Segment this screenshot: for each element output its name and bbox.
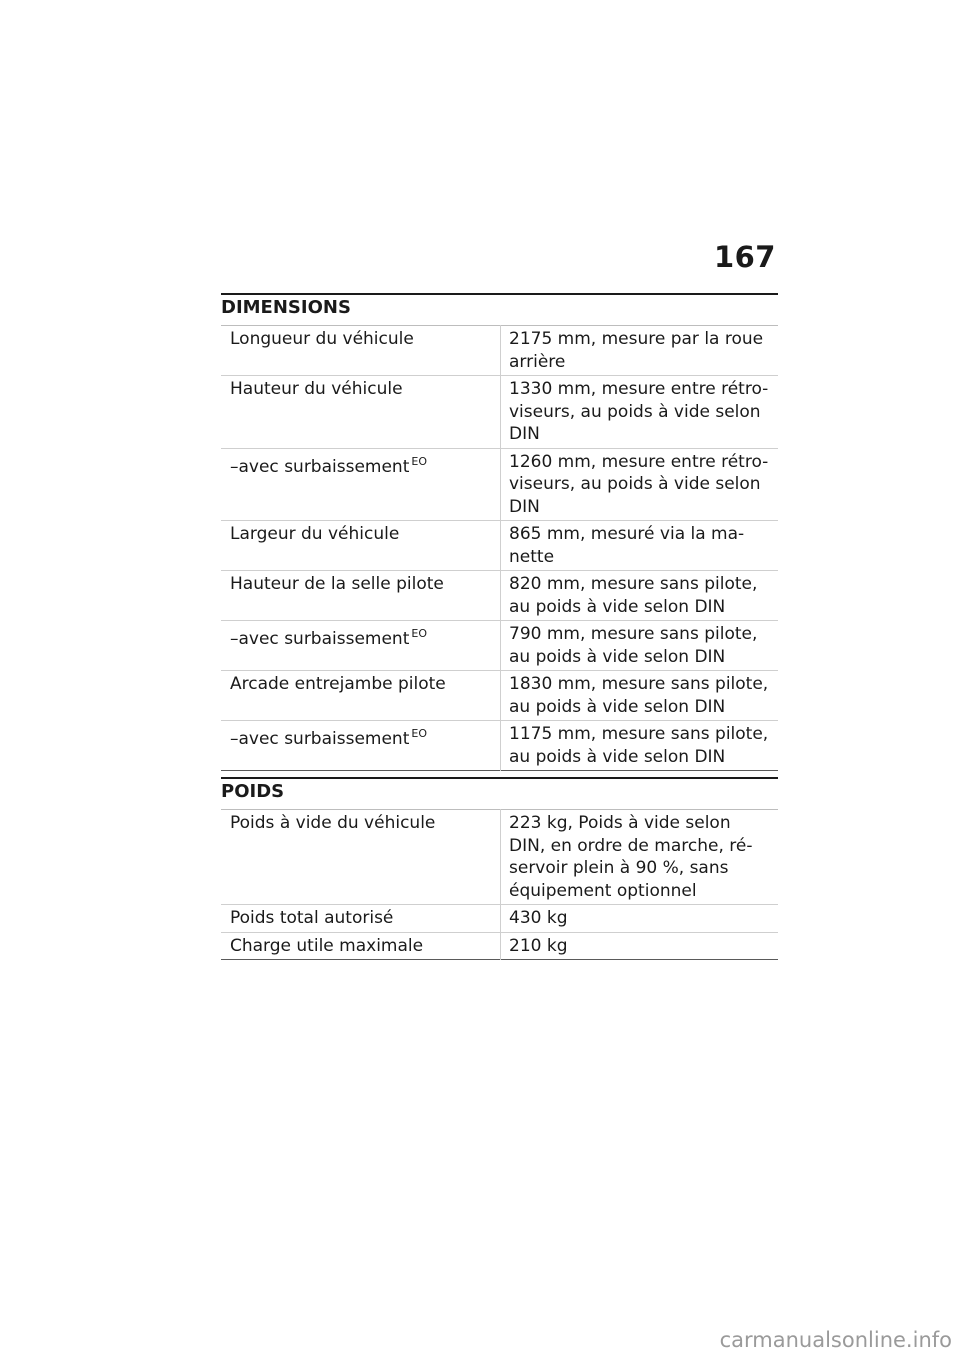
spec-label-cell bbox=[221, 326, 501, 376]
section-title-poids: POIDS bbox=[221, 781, 285, 802]
table-row bbox=[221, 905, 778, 933]
spec-label: –avec surbaissement bbox=[230, 729, 410, 749]
optional-equipment-marker: EO bbox=[411, 627, 427, 640]
spec-label-cell bbox=[221, 932, 501, 960]
page-number: 167 bbox=[713, 240, 776, 274]
spec-value: 1830 mm, mesure sans pilote, au poids à vide selon DIN bbox=[509, 674, 769, 717]
spec-label: Hauteur du véhicule bbox=[230, 379, 403, 399]
table-row bbox=[221, 671, 778, 721]
spec-label: –avec surbaissement bbox=[230, 456, 410, 477]
spec-value: 210 kg bbox=[509, 935, 568, 956]
table-row bbox=[221, 571, 778, 621]
dimensions-table bbox=[221, 325, 778, 771]
dimensions-section bbox=[221, 293, 778, 771]
spec-label-cell bbox=[221, 448, 501, 521]
spec-label: Charge utile maximale bbox=[230, 935, 424, 956]
spec-label-cell bbox=[221, 721, 501, 771]
table-row bbox=[221, 810, 778, 905]
spec-value: 2175 mm, mesure par la roue arrière bbox=[509, 329, 764, 372]
spec-label: Longueur du véhicule bbox=[230, 329, 414, 349]
poids-rows bbox=[221, 810, 778, 960]
table-row bbox=[221, 448, 778, 521]
poids-section bbox=[221, 777, 778, 960]
spec-value: 1260 mm, mesure entre rétro-viseurs, au poids à vide selon DIN bbox=[509, 451, 769, 517]
section-divider bbox=[221, 777, 778, 779]
spec-value: 790 mm, mesure sans pilote, au poids à vide selon DIN bbox=[509, 624, 758, 667]
table-row bbox=[221, 521, 778, 571]
spec-label-cell bbox=[221, 376, 501, 449]
spec-label-cell bbox=[221, 905, 501, 933]
optional-equipment-marker: EO bbox=[411, 454, 427, 468]
spec-label-cell bbox=[221, 621, 501, 671]
table-row bbox=[221, 932, 778, 960]
spec-label: Poids à vide du véhicule bbox=[230, 813, 436, 833]
table-row bbox=[221, 326, 778, 376]
spec-value: 820 mm, mesure sans pilote, au poids à vide selon DIN bbox=[509, 574, 758, 617]
section-divider bbox=[221, 293, 778, 295]
spec-label-cell bbox=[221, 810, 501, 905]
spec-label-cell bbox=[221, 671, 501, 721]
spec-value: 1330 mm, mesure entre rétro-viseurs, au poids à vide selon DIN bbox=[509, 379, 769, 444]
dimensions-rows bbox=[221, 326, 778, 771]
spec-label-cell bbox=[221, 521, 501, 571]
spec-value: 223 kg, Poids à vide selon DIN, en ordre de marche, ré-servoir plein à 90 %, sans équipement optionnel bbox=[509, 813, 753, 901]
spec-label: Arcade entrejambe pilote bbox=[230, 674, 446, 694]
section-title-dimensions: DIMENSIONS bbox=[221, 297, 351, 318]
table-row bbox=[221, 376, 778, 449]
spec-label: Poids total autorisé bbox=[230, 908, 394, 928]
table-row bbox=[221, 621, 778, 671]
optional-equipment-marker: EO bbox=[411, 727, 427, 740]
spec-label: Hauteur de la selle pilote bbox=[230, 574, 444, 594]
spec-label-cell bbox=[221, 571, 501, 621]
spec-value: 865 mm, mesuré via la ma-nette bbox=[509, 524, 745, 567]
poids-table bbox=[221, 809, 778, 960]
spec-value: 1175 mm, mesure sans pilote, au poids à vide selon DIN bbox=[509, 724, 769, 767]
spec-label: Largeur du véhicule bbox=[230, 524, 400, 544]
spec-value: 430 kg bbox=[509, 908, 568, 928]
watermark-text: carmanualsonline.info bbox=[719, 1328, 952, 1352]
table-row bbox=[221, 721, 778, 771]
spec-label: –avec surbaissement bbox=[230, 629, 410, 649]
